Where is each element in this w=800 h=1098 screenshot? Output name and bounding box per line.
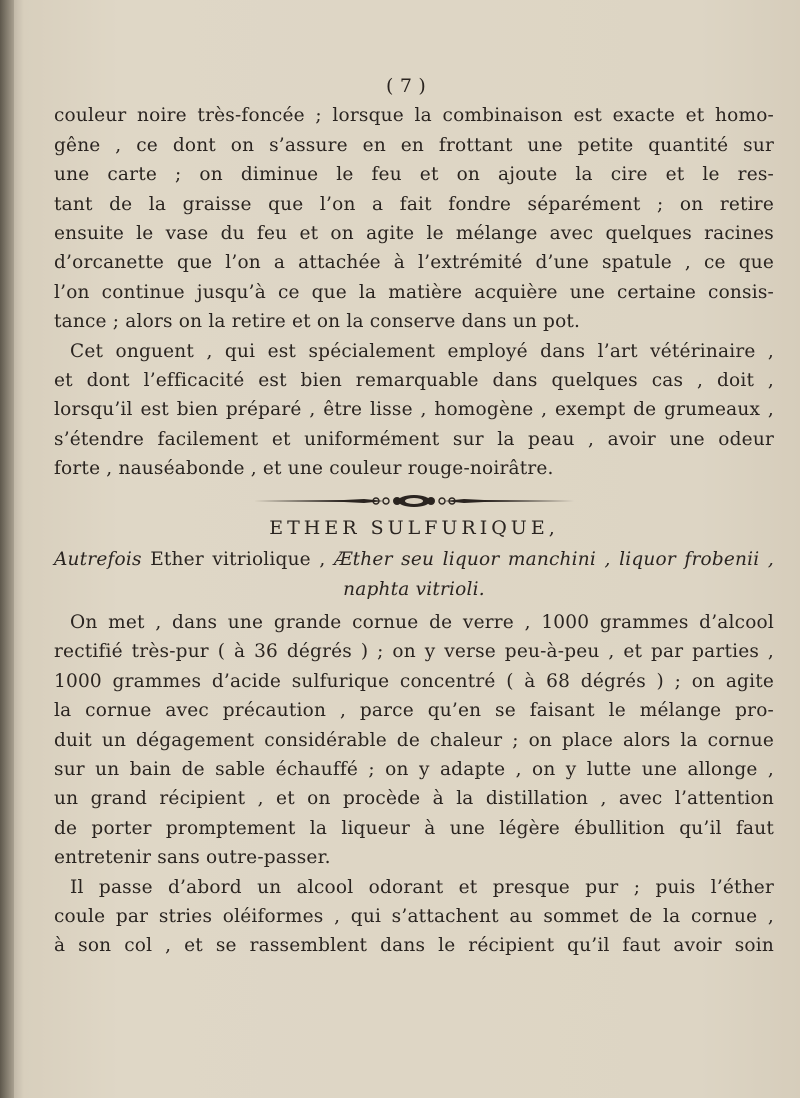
text-line: à son col , et se rassemblent dans le récipient qu’il faut avoir soin xyxy=(54,935,774,957)
paragraph-onguent-description xyxy=(54,337,774,484)
text-line: un grand récipient , et on procède à la distillation , avec l’attention xyxy=(54,788,774,810)
section-subtitle xyxy=(54,545,774,604)
text-line: gêne , ce dont on s’assure en en frottant une petite quantité sur xyxy=(54,134,774,156)
text-line: couleur noire très-foncée ; lorsque la combinaison est exacte et homo- xyxy=(54,105,774,127)
ornamental-rule xyxy=(254,494,574,508)
page-text xyxy=(54,72,774,961)
text-line: l’on continue jusqu’à ce que la matière acquière une certaine consis- xyxy=(54,281,774,303)
text-line: s’étendre facilement et uniformément sur la peau , avoir une odeur xyxy=(54,428,774,450)
text-line: lorsqu’il est bien préparé , être lisse , homogène , exempt de grumeaux , xyxy=(54,399,774,421)
text-line: coule par stries oléiformes , qui s’attachent au sommet de la cornue , xyxy=(54,905,774,927)
text-line: 1000 grammes d’acide sulfurique concentré ( à 68 dégrés ) ; on agite xyxy=(54,670,774,692)
subtitle-line: naphta vitrioli. xyxy=(343,578,485,600)
text-line: ensuite le vase du feu et on agite le mélange avec quelques racines xyxy=(54,223,774,245)
text-line: tance ; alors on la retire et on la conserve dans un pot. xyxy=(54,311,581,333)
subtitle-latin-names: Æther seu liquor manchini , liquor frobenii , xyxy=(333,549,774,571)
text-line: Cet onguent , qui est spécialement employé dans l’art vétérinaire , xyxy=(70,340,774,362)
section-heading: ETHER SULFURIQUE, xyxy=(269,516,559,539)
text-line: duit un dégagement considérable de chaleur ; on place alors la cornue xyxy=(54,729,774,751)
subtitle-former-name-label: Autrefois xyxy=(54,549,142,571)
binding-gutter xyxy=(0,0,14,1098)
text-line: la cornue avec précaution , parce qu’en se faisant le mélange pro- xyxy=(54,700,774,722)
text-line: une carte ; on diminue le feu et on ajoute la cire et le res- xyxy=(54,164,774,186)
text-line: On met , dans une grande cornue de verre , 1000 grammes d’alcool xyxy=(70,611,774,633)
text-line: Il passe d’abord un alcool odorant et presque pur ; puis l’éther xyxy=(70,876,774,898)
text-line: tant de la graisse que l’on a fait fondre séparément ; on retire xyxy=(54,193,774,215)
paragraph-preparation xyxy=(54,608,774,873)
text-line: et dont l’efficacité est bien remarquable dans quelques cas , doit , xyxy=(54,370,774,392)
text-line: sur un bain de sable échauffé ; on y adapte , on y lutte une allonge , xyxy=(54,758,774,780)
page-number: ( 7 ) xyxy=(386,75,426,97)
subtitle-line xyxy=(54,545,774,574)
paragraph-onguent-end xyxy=(54,101,774,336)
paragraph-distillation xyxy=(54,873,774,961)
text-line: de porter promptement la liqueur à une légère ébullition qu’il faut xyxy=(54,817,774,839)
text-line: d’orcanette que l’on a attachée à l’extrémité d’une spatule , ce que xyxy=(54,252,774,274)
text-line: forte , nauséabonde , et une couleur rouge-noirâtre. xyxy=(54,458,554,480)
subtitle-old-name: Ether vitriolique , xyxy=(141,549,334,571)
text-line: rectifié très-pur ( à 36 dégrés ) ; on y verse peu-à-peu , et par parties , xyxy=(54,641,774,663)
text-line: entretenir sans outre-passer. xyxy=(54,847,331,869)
